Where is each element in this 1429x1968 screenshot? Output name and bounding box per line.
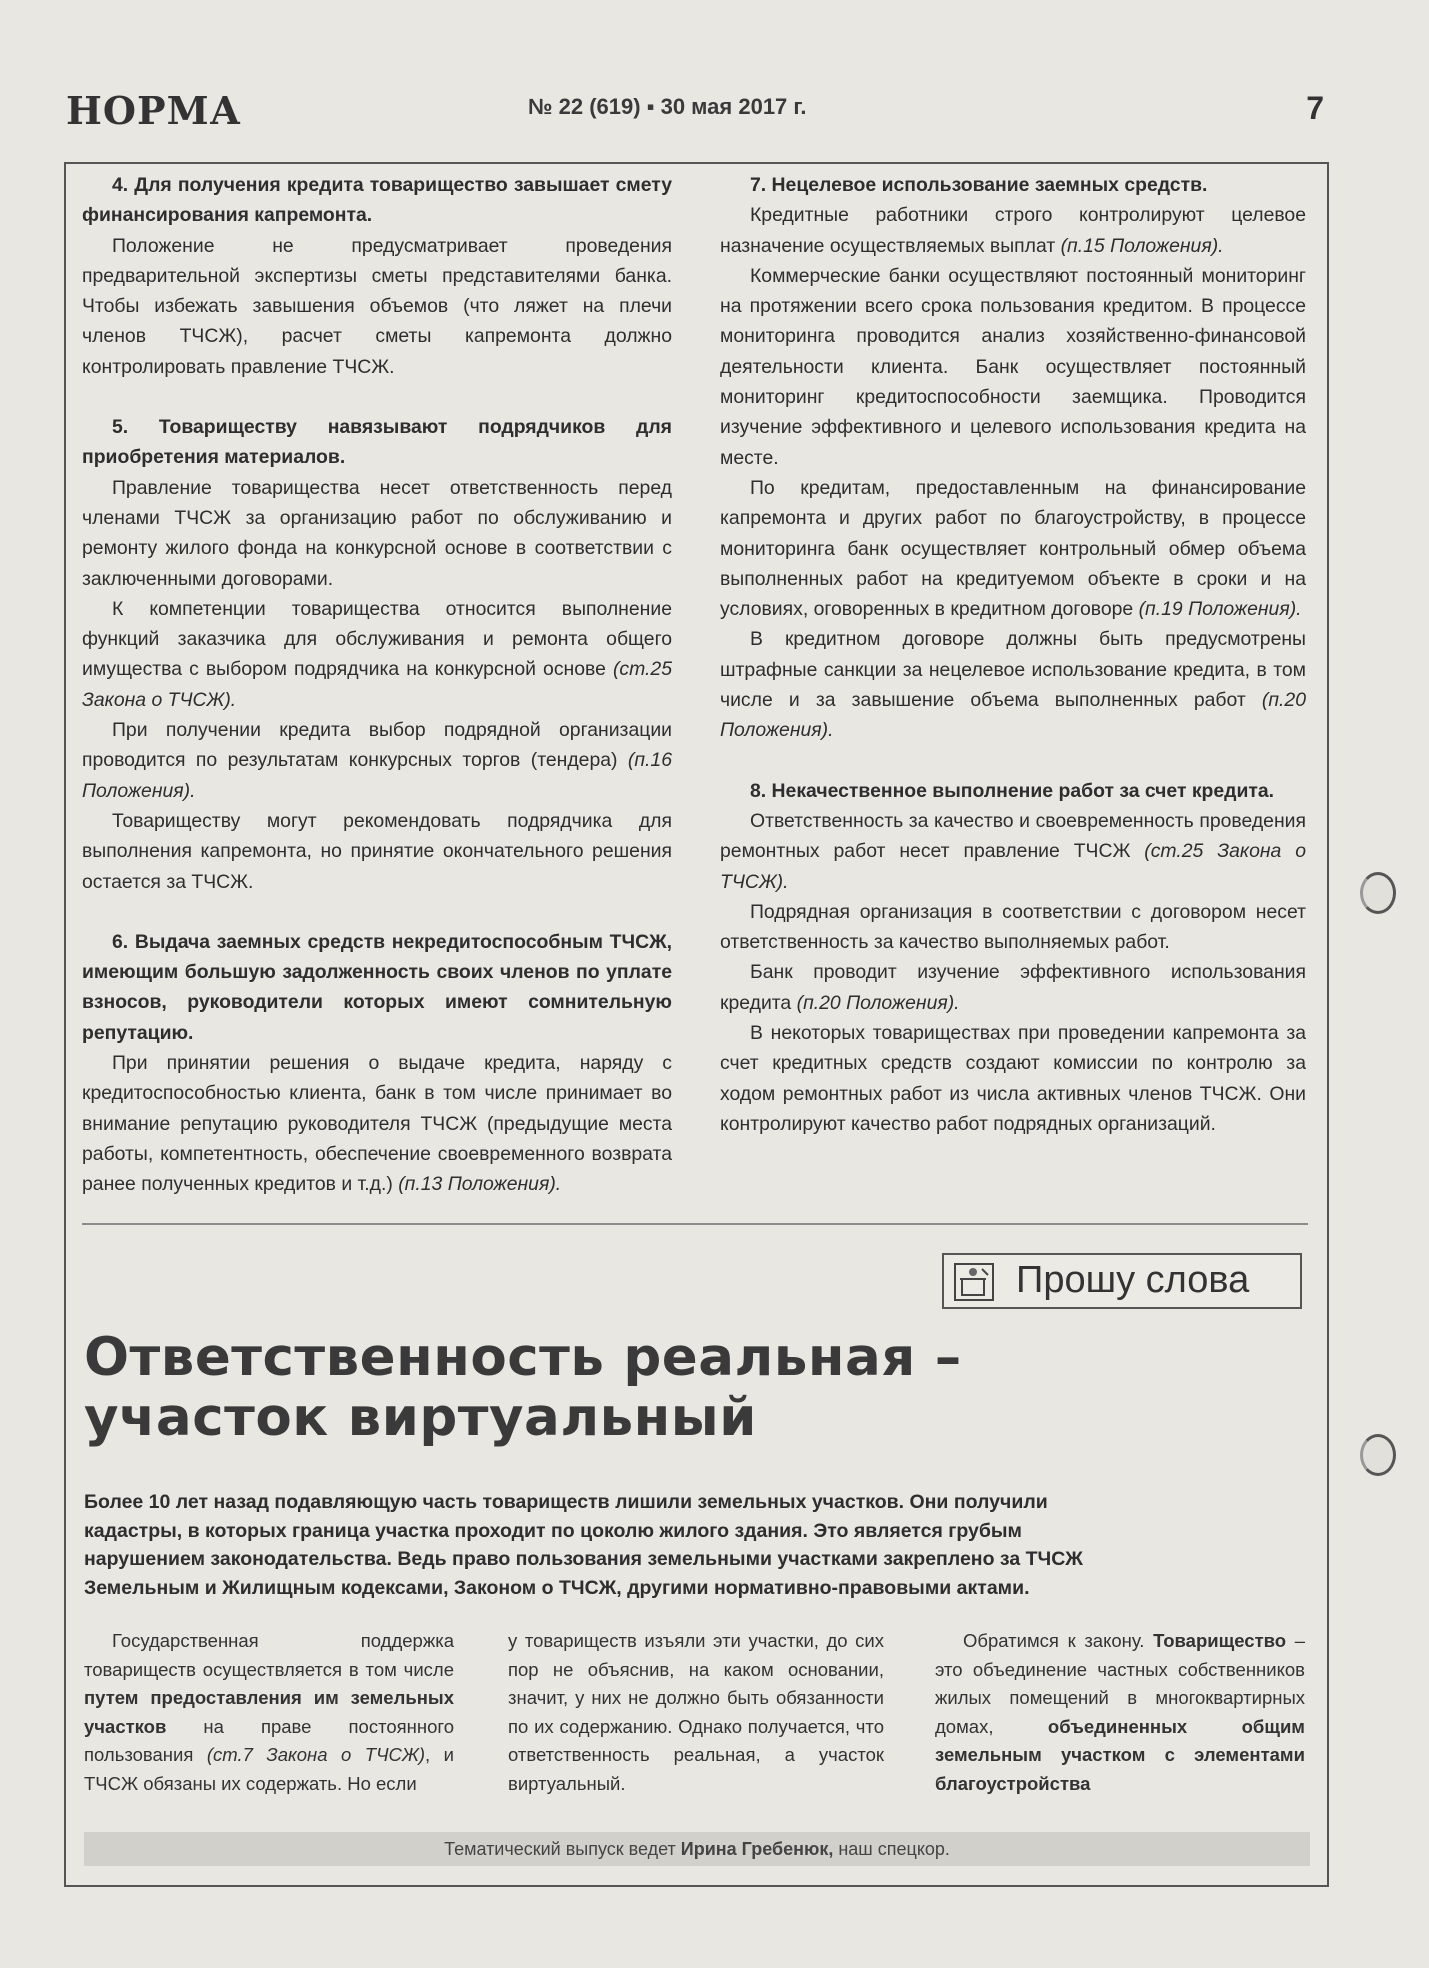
law-reference: (ст.25 Закона о ТЧСЖ).	[82, 658, 672, 711]
paragraph: Подрядная организация в соответствии с договором несет ответственность за качество выполняемых работ.	[720, 900, 1306, 954]
paragraph: В кредитном договоре должны быть предусмотрены штрафные санкции за нецелевое использование кредита, в том числе и за завышение объема выполненных работ (п.20 Положения).	[720, 628, 1306, 742]
newspaper-brand: НОРМА	[66, 88, 242, 133]
page-header	[66, 84, 1330, 134]
paragraph: К компетенции товарищества относится выполнение функций заказчика для обслуживания и ремонта общего имущества с выбором подрядчика на конкурсной основе (ст.25 Закона о ТЧСЖ).	[82, 597, 672, 711]
paragraph: В некоторых товариществах при проведении капремонта за счет кредитных средств создают комиссии по контролю за ходом ремонтных работ из числа активных членов ТЧСЖ. Они контролируют качество работ подрядных организаций.	[720, 1022, 1306, 1135]
rubric-box	[942, 1253, 1302, 1309]
issue-info: № 22 (619) ▪ 30 мая 2017 г.	[528, 94, 807, 119]
article-lead: Более 10 лет назад подавляющую часть товариществ лишили земельных участков. Они получили кадастры, в которых граница участка проходит по цоколю жилого здания. Это является грубым нарушением законодательства. Ведь право пользования земельными участками закреплено за ТЧСЖ Земельным и Жилищным кодексами, Законом о ТЧСЖ, другими нормативно-правовыми актами.	[84, 1491, 1083, 1600]
section-7-title: 7. Нецелевое использование заемных средств.	[750, 174, 1208, 196]
law-reference: (п.20 Положения).	[720, 689, 1306, 742]
footer-credit: Тематический выпуск ведет Ирина Гребенюк, наш спецкор.	[84, 1832, 1310, 1866]
law-reference: (ст.25 Закона о ТЧСЖ).	[720, 840, 1306, 893]
article-column-3: Обратимся к закону. Товарищество – это объединение частных собственников жилых помещений в многоквартирных домах, объединенных общим земельным участком с элементами благоустройства	[935, 1630, 1305, 1794]
law-reference: (п.19 Положения).	[1138, 598, 1302, 621]
law-reference: (п.16 Положения).	[82, 749, 672, 802]
left-column	[82, 170, 672, 1200]
paragraph: Правление товарищества несет ответственность перед членами ТЧСЖ за организацию работ по обслуживанию и ремонту жилого фонда на конкурсной основе в соответствии с заключенными договорами.	[82, 476, 672, 590]
right-column	[720, 170, 1306, 1139]
speaker-podium-icon	[954, 1263, 994, 1301]
section-6-title: 6. Выдача заемных средств некредитоспособным ТЧСЖ, имеющим большую задолженность своих членов по уплате взносов, руководители которых имеют сомнительную репутацию.	[82, 930, 672, 1044]
paragraph: При принятии решения о выдаче кредита, наряду с кредитоспособностью клиента, банк в том числе принимает во внимание репутацию руководителя ТЧСЖ (предыдущие места работы, компетентность, обеспечение своевременного возврата ранее полученных кредитов и т.д.) (п.13 Положения).	[82, 1052, 672, 1196]
paragraph: По кредитам, предоставленным на финансирование капремонта и других работ по благоустройству, в процессе мониторинга банк осуществляет контрольный обмер объема выполненных работ на кредитуемом объекте в сроки и на условиях, оговоренных в кредитном договоре (п.19 Положения).	[720, 476, 1306, 621]
binder-hole	[1360, 1434, 1396, 1476]
page-number: 7	[1306, 90, 1324, 126]
article-column-2: у товариществ изъяли эти участки, до сих пор не объяснив, на каком основании, значит, у них не должно быть обязанности по их содержанию. Однако получается, что ответственность реальная, а участок виртуальный.	[508, 1630, 884, 1794]
paragraph: Банк проводит изучение эффективного использования кредита (п.20 Положения).	[720, 961, 1306, 1014]
article-headline: Ответственность реальная – участок виртуальный	[84, 1327, 962, 1448]
article-column-1: Государственная поддержка товариществ осуществляется в том числе путем предоставления им земельных участков на праве постоянного пользования (ст.7 Закона о ТЧСЖ), и ТЧСЖ обязаны их содержать. Но если	[84, 1630, 454, 1794]
paragraph: При получении кредита выбор подрядной организации проводится по результатам конкурсных торгов (тендера) (п.16 Положения).	[82, 719, 672, 802]
author-name: Ирина Гребенюк,	[680, 1839, 834, 1859]
paragraph: Кредитные работники строго контролируют целевое назначение осуществляемых выплат (п.15 Положения).	[720, 204, 1306, 257]
rubric-label: Прошу слова	[1016, 1259, 1250, 1301]
section-divider	[82, 1223, 1308, 1225]
section-8-title: 8. Некачественное выполнение работ за счет кредита.	[750, 779, 1275, 802]
law-reference: (п.15 Положения).	[1060, 234, 1224, 257]
paragraph: Коммерческие банки осуществляют постоянный мониторинг на протяжении всего срока пользования кредитом. В процессе мониторинга проводится анализ хозяйственно-финансовой деятельности клиента. Банк осуществляет постоянный мониторинг кредитоспособности заемщика. Проводится изучение эффективного и целевого использования кредита на месте.	[720, 264, 1306, 469]
law-reference: (п.13 Положения).	[398, 1173, 562, 1196]
law-reference: (п.20 Положения).	[796, 991, 960, 1014]
section-5-title: 5. Товариществу навязывают подрядчиков для приобретения материалов.	[82, 416, 672, 469]
paragraph: Товариществу могут рекомендовать подрядчика для выполнения капремонта, но принятие окончательного решения остается за ТЧСЖ.	[82, 809, 672, 893]
section-4-title: 4. Для получения кредита товарищество завышает смету финансирования капремонта.	[82, 174, 672, 227]
paragraph: Ответственность за качество и своевременность проведения ремонтных работ несет правление ТЧСЖ (ст.25 Закона о ТЧСЖ).	[720, 809, 1306, 893]
paragraph: Положение не предусматривает проведения предварительной экспертизы сметы представителями банка. Чтобы избежать завышения объемов (что ляжет на плечи членов ТЧСЖ), расчет сметы капремонта должно контролировать правление ТЧСЖ.	[82, 234, 672, 378]
binder-hole	[1360, 872, 1396, 914]
